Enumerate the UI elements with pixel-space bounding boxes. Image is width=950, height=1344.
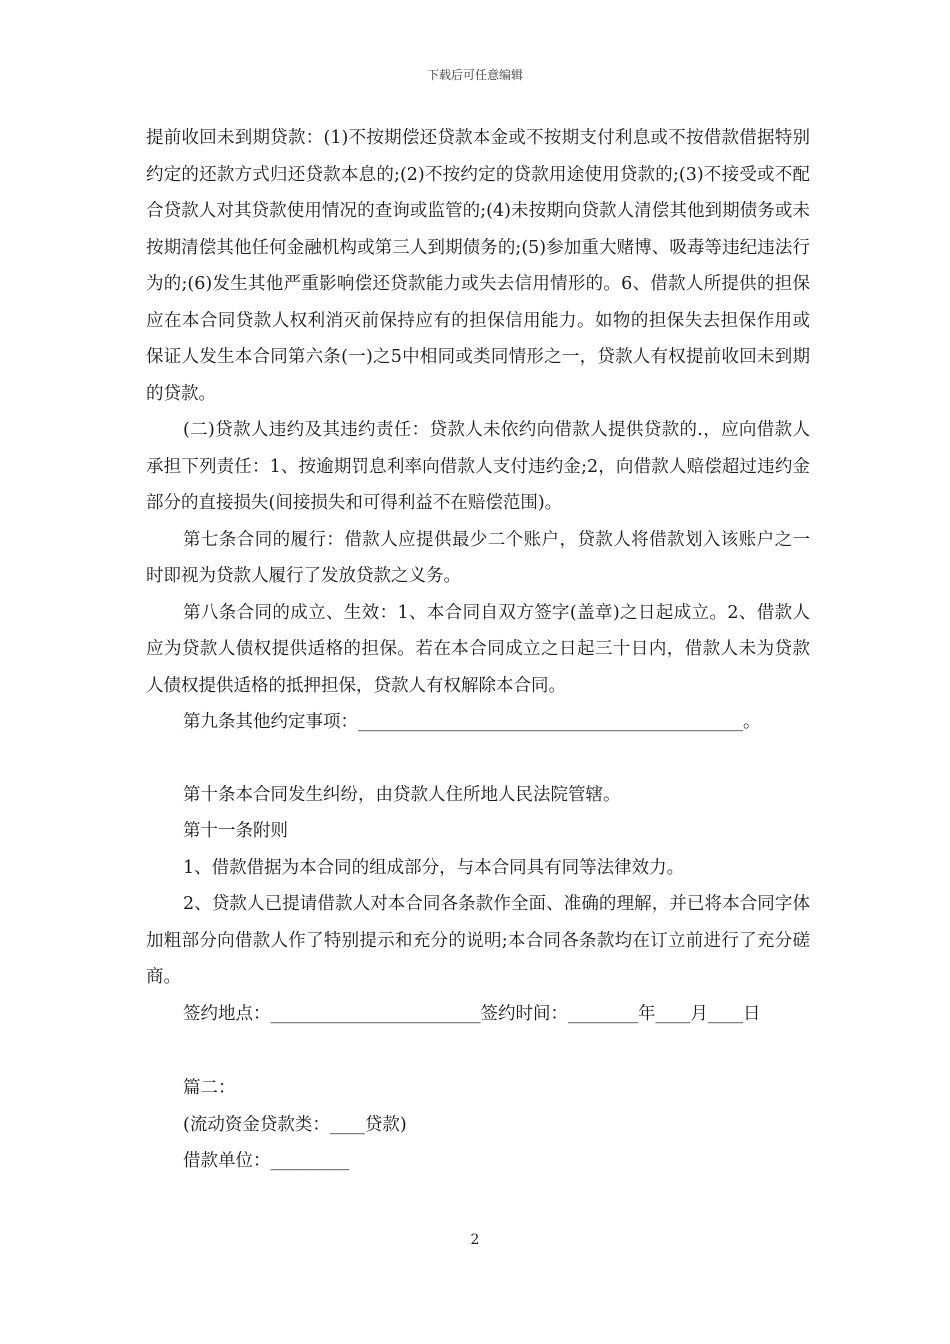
borrower-unit-line: 借款单位：_________: [183, 1151, 350, 1171]
paragraph-article-7: 第七条合同的履行：借款人应提供最少二个账户，贷款人将借款划入该账户之一时即视为贷款人履行了发放贷款之义务。: [146, 529, 810, 586]
paragraph-lender-breach: (二)贷款人违约及其违约责任：贷款人未依约向借款人提供贷款的.，应向借款人承担下列责任：1、按逾期罚息利率向借款人支付违约金;2，向借款人赔偿超过违约金部分的直接损失(间接损失和可得利益不在赔偿范围)。: [146, 420, 810, 513]
page-number: 2: [470, 1232, 480, 1248]
section-title: 篇二：: [183, 1078, 236, 1098]
paragraph-appendix-2: 2、贷款人已提请借款人对本合同各条款作全面、准确的理解，并已将本合同字体加粗部分向借款人作了特别提示和充分的说明;本合同各条款均在订立前进行了充分磋商。: [146, 894, 810, 987]
paragraph-appendix-1: 1、借款借据为本合同的组成部分，与本合同具有同等法律效力。: [183, 857, 685, 878]
document-body: [146, 120, 810, 1180]
signing-line: 签约地点：________________________签约时间：________年____月____日: [183, 1003, 761, 1024]
paragraph-article-9: 第九条其他约定事项：____________________________________________。: [183, 712, 761, 732]
paragraph-article-10: 第十条本合同发生纠纷，由贷款人住所地人民法院管辖。: [183, 784, 621, 805]
loan-type-line: (流动资金贷款类：____贷款): [183, 1114, 407, 1135]
blank-line: [146, 741, 810, 777]
paragraph-article-8: 第八条合同的成立、生效：1、本合同自双方签字(盖章)之日起成立。2、借款人应为贷款人债权提供适格的担保。若在本合同成立之日起三十日内，借款人未为贷款人债权提供适格的抵押担保，贷款人有权解除本合同。: [146, 602, 810, 696]
page-header: 下载后可任意编辑: [426, 68, 523, 82]
blank-line: [146, 1032, 810, 1070]
paragraph-article-11-title: 第十一条附则: [183, 821, 288, 841]
paragraph-early-recovery: 提前收回未到期贷款：(1)不按期偿还贷款本金或不按期支付利息或不按借款借据特别约定的还款方式归还贷款本息的;(2)不按约定的贷款用途使用贷款的;(3)不接受或不配合贷款人对其贷款使用情况的查询或监管的;(4)未按期向贷款人清偿其他到期债务或未按期清偿其他任何金融机构或第三人到期债务的;(5)参加重大赌博、吸毒等违纪违法行为的;(6)发生其他严重影响偿还贷款能力或失去信用情形的。6、借款人所提供的担保应在本合同贷款人权利消灭前保持应有的担保信用能力。如物的担保失去担保作用或保证人发生本合同第六条(一)之5中相同或类同情形之一，贷款人有权提前收回未到期的贷款。: [146, 128, 810, 404]
